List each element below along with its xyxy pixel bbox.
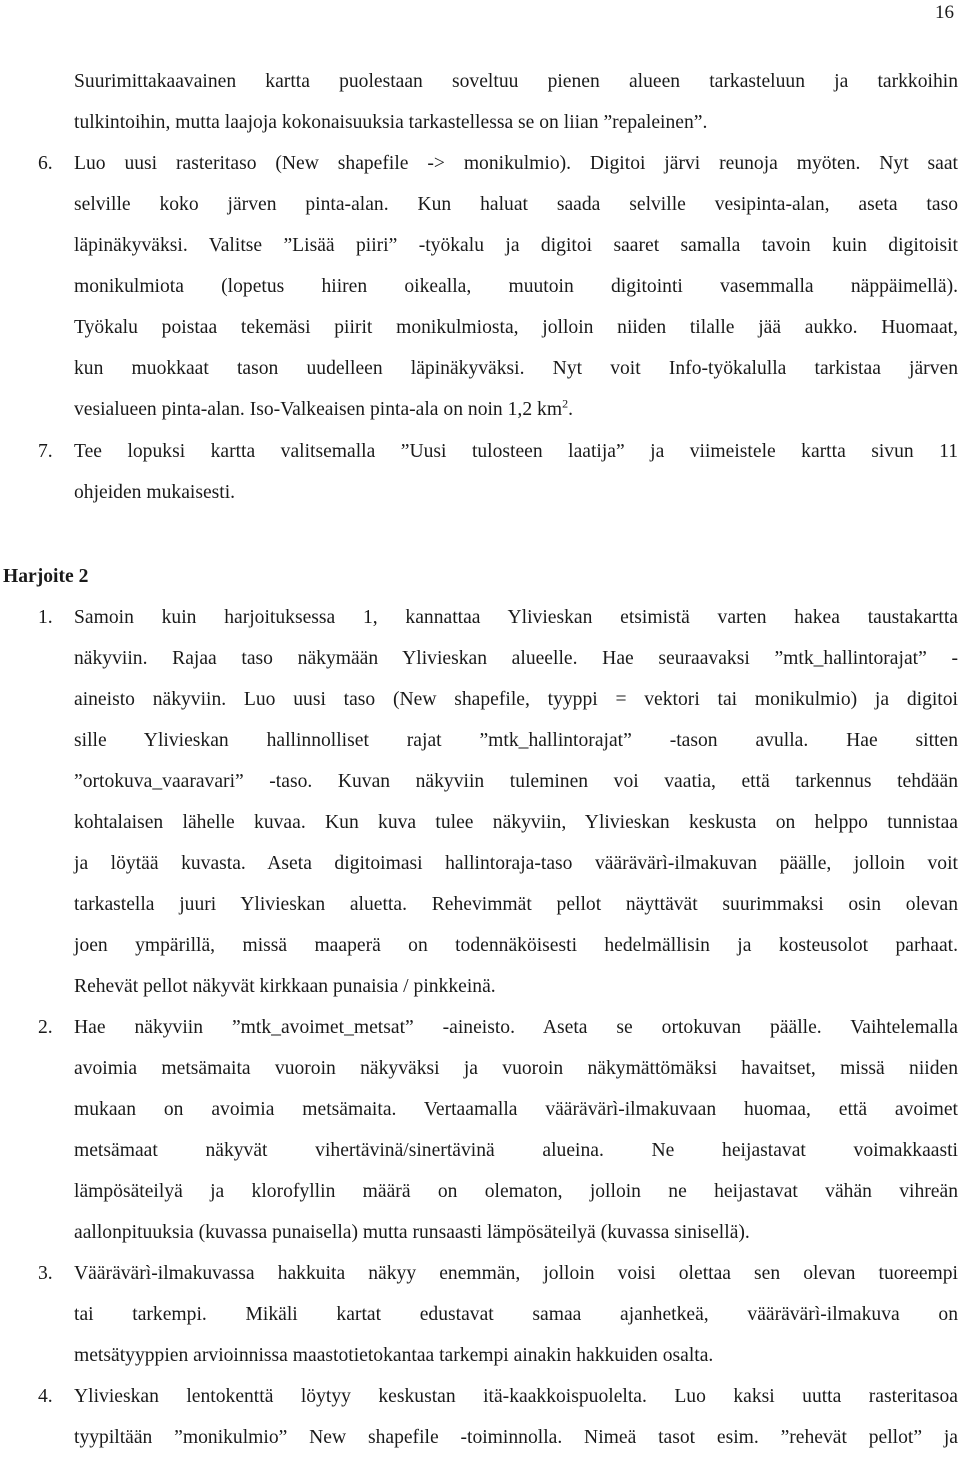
text-line: Rehevät pellot näkyvät kirkkaan punaisia / pinkkeinä. [74, 976, 496, 997]
text-line: Luo uusi rasteritaso (New shapefile -> monikulmio). Digitoi järvi reunoja myöten. Nyt saat [74, 153, 958, 174]
text-line: tarkastella juuri Ylivieskan aluetta. Rehevimmät pellot näyttävät suurimmaksi osin olevan [74, 894, 958, 915]
exercise-item-1 [74, 597, 958, 1007]
text-line: tai tarkempi. Mikäli kartat edustavat samaa ajanhetkeä, väärävärì-ilmakuva on [74, 1304, 958, 1325]
text-line: Tee lopuksi kartta valitsemalla ”Uusi tulosteen laatija” ja viimeistele kartta sivun 11 [74, 441, 958, 462]
text-line: Hae näkyviin ”mtk_avoimet_metsat” -aineisto. Aseta se ortokuvan päälle. Vaihtelemalla [74, 1017, 958, 1038]
text-line: avoimia metsämaita vuoroin näkyväksi ja vuoroin näkymättömäksi havaitset, missä niiden [74, 1058, 958, 1079]
page-number: 16 [935, 2, 954, 23]
text-line: metsätyyppien arvioinnissa maastotietokantaa tarkempi ainakin hakkuiden osalta. [74, 1345, 714, 1366]
text-fragment: . [568, 399, 573, 420]
text-line [74, 389, 958, 430]
text-line: Suurimittakaavainen kartta puolestaan soveltuu pienen alueen tarkasteluun ja tarkkoihin [74, 71, 958, 92]
superscript: 2 [562, 396, 569, 411]
text-line: joen ympärillä, missä maaperä on todennäköisesti hedelmällisin ja kosteusolot parhaat. [74, 935, 958, 956]
text-line: monikulmiota (lopetus hiiren oikealla, muutoin digitointi vasemmalla näppäimellä). [74, 276, 958, 297]
exercise-item-4 [74, 1376, 958, 1458]
item-number: 2. [38, 1017, 53, 1038]
text-line: Työkalu poistaa tekemäsi piirit monikulmiosta, jolloin niiden tilalle jää aukko. Huomaat, [74, 317, 958, 338]
text-line: ”ortokuva_vaaravari” -taso. Kuvan näkyviin tuleminen voi vaatia, että tarkennus tehdään [74, 771, 958, 792]
text-line: ohjeiden mukaisesti. [74, 482, 236, 503]
text-line: selville koko järven pinta-alan. Kun haluat saada selville vesipinta-alan, aseta taso [74, 194, 958, 215]
section-heading: Harjoite 2 [3, 566, 89, 587]
text-line: näkyviin. Rajaa taso näkymään Ylivieskan alueelle. Hae seuraavaksi ”mtk_hallintorajat” - [74, 648, 958, 669]
text-line: tyypiltään ”monikulmio” New shapefile -toiminnolla. Nimeä tasot esim. ”rehevät pellot” ja [74, 1427, 958, 1448]
item-number: 6. [38, 153, 53, 174]
item-number: 4. [38, 1386, 53, 1407]
item-number: 3. [38, 1263, 53, 1284]
item-6-paragraph [74, 143, 958, 430]
exercise-item-3 [74, 1253, 958, 1376]
text-line: tulkintoihin, mutta laajoja kokonaisuuksia tarkastellessa se on liian ”repaleinen”. [74, 112, 708, 133]
text-line: Samoin kuin harjoituksessa 1, kannattaa Ylivieskan etsimistä varten hakea taustakartta [74, 607, 958, 628]
text-line: lämpösäteilyä ja klorofyllin määrä on olematon, jolloin ne heijastavat vähän vihreän [74, 1181, 958, 1202]
text-line: aallonpituuksia (kuvassa punaisella) mutta runsaasti lämpösäteilyä (kuvassa sinisellä). [74, 1222, 750, 1243]
intro-paragraph [74, 61, 958, 143]
text-line: ja löytää kuvasta. Aseta digitoimasi hallintoraja-taso väärävärì-ilmakuvan päälle, jolloin voit [74, 853, 958, 874]
text-line: läpinäkyväksi. Valitse ”Lisää piiri” -työkalu ja digitoi saaret samalla tavoin kuin digitoisit [74, 235, 958, 256]
text-line: kun muokkaat tason uudelleen läpinäkyväksi. Nyt voit Info-työkalulla tarkistaa järven [74, 358, 958, 379]
text-line: metsämaat näkyvät vihertävinä/sinertävinä alueina. Ne heijastavat voimakkaasti [74, 1140, 958, 1161]
text-line: Väärävärì-ilmakuvassa hakkuita näkyy enemmän, jolloin voisi olettaa sen olevan tuoreempi [74, 1263, 958, 1284]
text-line: aineisto näkyviin. Luo uusi taso (New shapefile, tyyppi = vektori tai monikulmio) ja digitoi [74, 689, 958, 710]
text-line: Ylivieskan lentokenttä löytyy keskustan itä-kaakkoispuolelta. Luo kaksi uutta rasteritasoa [74, 1386, 958, 1407]
item-number: 1. [38, 607, 53, 628]
item-number: 7. [38, 441, 53, 462]
text-line: mukaan on avoimia metsämaita. Vertaamalla väärävärì-ilmakuvaan huomaa, että avoimet [74, 1099, 958, 1120]
text-fragment: vesialueen pinta-alan. Iso-Valkeaisen pinta-ala on noin 1,2 km [74, 399, 563, 420]
text-line: sille Ylivieskan hallinnolliset rajat ”mtk_hallintorajat” -tason avulla. Hae sitten [74, 730, 958, 751]
exercise-item-2 [74, 1007, 958, 1253]
text-line: kohtalaisen lähelle kuvaa. Kun kuva tulee näkyviin, Ylivieskan keskusta on helppo tunnistaa [74, 812, 958, 833]
item-7-paragraph [74, 431, 958, 513]
